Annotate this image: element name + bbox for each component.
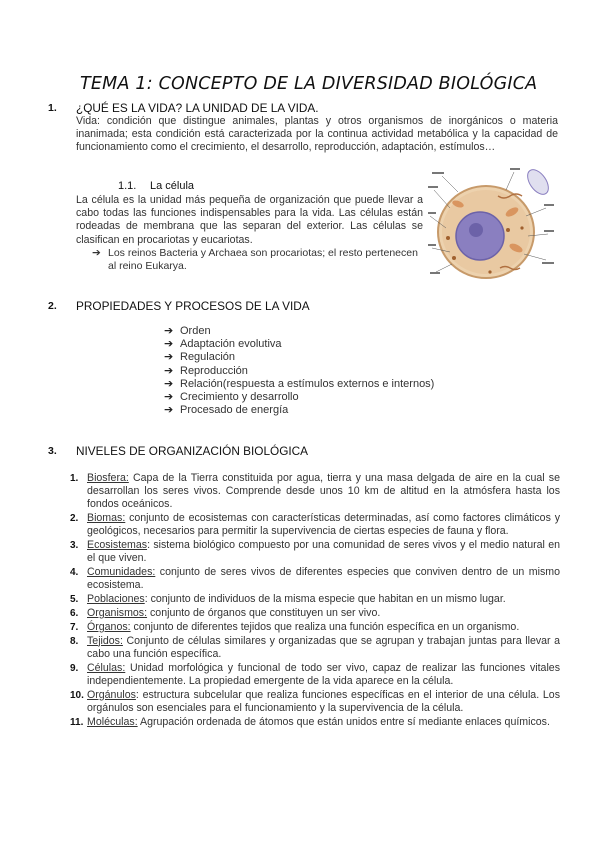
list-item: ➔ Regulación	[164, 351, 236, 364]
list-item: ➔ Orden	[164, 325, 211, 337]
subsection-1-1-number: 1.1.	[118, 180, 137, 192]
animal-cell-illustration	[428, 168, 556, 286]
properties-list	[164, 325, 434, 417]
list-item: 4. Comunidades: conjunto de seres vivos de diferentes especies que conviven dentro de un mismo ecosistema.	[70, 566, 560, 592]
section-2-heading: PROPIEDADES Y PROCESOS DE LA VIDA	[76, 299, 310, 313]
section-1-paragraph: Vida: condición que distingue animales, plantas y otros organismos de inorgánicos o materia inanimada; esta condición está caracterizada por la continua actividad metabólica y la capacidad de funcionamiento como el crecimiento, el desarrollo, reproducción, adaptación, estímulos…	[76, 115, 558, 154]
subsection-1-1-paragraph: La célula es la unidad más pequeña de organización que puede llevar a cabo todas las funciones indispensables para la vida. Las células están rodeadas de membrana que las separan del exterior. Las células se clasifican en procariotas y eucariotas.	[76, 194, 423, 246]
arrow-icon: ➔	[164, 404, 174, 417]
section-1-number: 1.	[48, 102, 57, 114]
arrow-icon: ➔	[164, 364, 174, 377]
list-item: ➔ Reproducción	[164, 364, 248, 377]
bullet-text: Los reinos Bacteria y Archaea son procariotas; el resto pertenecen al reino Eukarya.	[108, 247, 418, 272]
list-item: 7. Órganos: conjunto de diferentes tejidos que realiza una función específica en un organismo.	[70, 620, 520, 633]
subsection-1-1-heading: La célula	[150, 180, 195, 192]
arrow-icon: ➔	[164, 338, 174, 351]
list-item: 6. Organismos: conjunto de órganos que constituyen un ser vivo.	[70, 607, 381, 619]
arrow-icon: ➔	[164, 351, 174, 364]
arrow-icon: ➔	[164, 377, 174, 390]
list-item: ➔ Procesado de energía	[164, 404, 289, 417]
section-3-heading: NIVELES DE ORGANIZACIÓN BIOLÓGICA	[76, 444, 309, 458]
arrow-icon: ➔	[164, 325, 174, 337]
list-item: ➔ Relación(respuesta a estímulos externos e internos)	[164, 377, 435, 390]
arrow-icon: ➔	[164, 391, 174, 404]
list-item: 2. Biomas: conjunto de ecosistemas con características determinadas, así como factores climáticos y geológicos, necesarios para permitir la supervivencia de ciertas especies de fauna y flora.	[70, 512, 560, 538]
list-item: 11. Moléculas: Agrupación ordenada de átomos que están unidos entre sí mediante enlaces químicos.	[70, 715, 550, 728]
list-item: 10. Orgánulos: estructura subcelular que realiza funciones específicas en el interior de una célula. Los orgánulos son esenciales para el funcionamiento y la supervivencia de la célula.	[70, 688, 560, 714]
list-item: 5. Poblaciones: conjunto de individuos de la misma especie que habitan en un mismo lugar.	[70, 593, 506, 606]
list-item: 8. Tejidos: Conjunto de células similares y organizadas que se agrupan y trabajan juntas para llevar a cabo una función específica.	[70, 634, 560, 660]
subsection-1-1-bullet	[92, 247, 422, 273]
organization-levels-list	[70, 472, 560, 729]
list-item: ➔ Adaptación evolutiva	[164, 338, 282, 351]
section-1-heading: ¿QUÉ ES LA VIDA? LA UNIDAD DE LA VIDA.	[76, 101, 319, 115]
list-item: ➔ Crecimiento y desarrollo	[164, 391, 299, 404]
list-item: 9. Células: Unidad morfológica y funcional de todo ser vivo, capaz de realizar las funciones vitales independientemente. La propiedad emergente de la vida aparece en la célula.	[70, 661, 560, 687]
arrow-icon: ➔	[92, 247, 101, 259]
section-3-number: 3.	[48, 445, 57, 457]
list-item: 3. Ecosistemas: sistema biológico compuesto por una comunidad de seres vivos y el medio natural en el que viven.	[70, 539, 560, 565]
section-2-number: 2.	[48, 300, 57, 312]
page-title: TEMA 1: CONCEPTO DE LA DIVERSIDAD BIOLÓGICA	[80, 74, 538, 94]
list-item: 1. Biosfera: Capa de la Tierra constituida por agua, tierra y una masa delgada de aire en la cual se desarrollan los seres vivos. Comprende desde unos 10 km de altitud en la atmósfera hasta los fondos oceánicos.	[70, 472, 560, 511]
